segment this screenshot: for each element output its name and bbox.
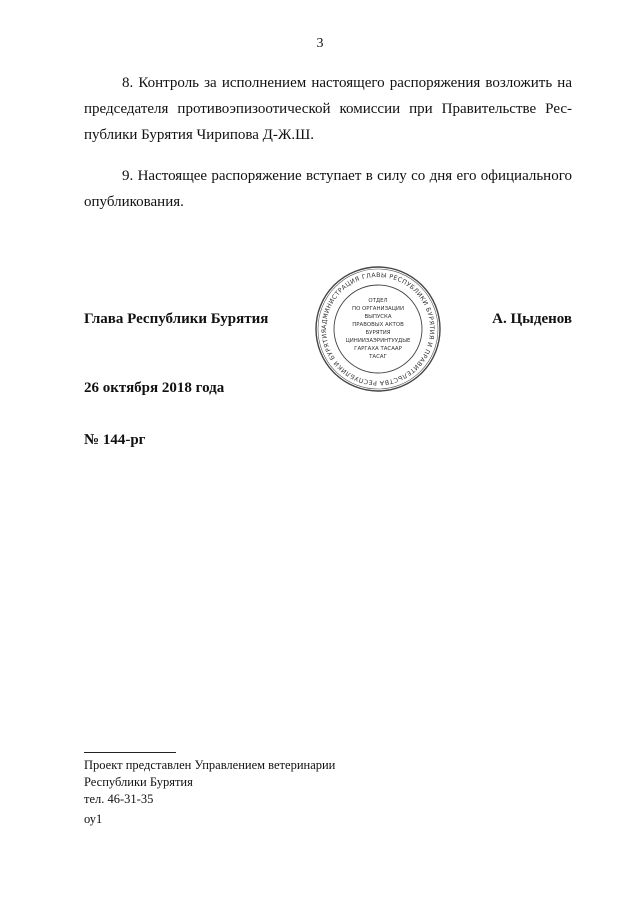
seal-line: ПРАВОВЫХ АКТОВ xyxy=(352,322,404,328)
seal-ring-text: АДМИНИСТРАЦИЯ ГЛАВЫ РЕСПУБЛИКИ БУРЯТИЯ И ПРАВИТЕЛЬСТВА РЕСПУБЛИКИ БУРЯТИЯ xyxy=(320,271,436,387)
signer-title: Глава Республики Бурятия xyxy=(84,311,269,327)
seal-line: ОТДЕЛ xyxy=(368,298,388,304)
footnote-phone: тел. 46-31-35 xyxy=(84,792,154,806)
seal-line: ГАРГАХА ТАСААР xyxy=(354,346,402,352)
footnote xyxy=(84,757,335,808)
seal-line: ВЫПУСКА xyxy=(364,314,392,320)
paragraph-8: 8. Контроль за исполнением настоящего распоряжения возложить на председателя противоэпизоотической комиссии при Правительстве Рес-публики Бурятия Чирипова Д-Ж.Ш. xyxy=(84,75,572,143)
footnote-line: Проект представлен Управлением ветеринарии xyxy=(84,758,336,772)
official-seal xyxy=(313,264,443,394)
footnote-line: Республики Бурятия xyxy=(84,775,193,789)
document-number: № 144-рг xyxy=(84,432,146,448)
seal-line: ЦИНИИЗАЭРИНТУУДЫЕ xyxy=(345,338,411,344)
svg-text:АДМИНИСТРАЦИЯ ГЛАВЫ РЕСПУБЛИКИ xyxy=(321,272,435,386)
document-code: оу1 xyxy=(84,812,103,826)
document-date: 26 октября 2018 года xyxy=(84,380,225,396)
page-number: 3 xyxy=(316,36,324,51)
seal-line: ПО ОРГАНИЗАЦИИ xyxy=(352,306,404,312)
seal-line: БУРЯТИЯ xyxy=(365,330,391,336)
paragraph-9: 9. Настоящее распоряжение вступает в силу со дня его официального опубликования. xyxy=(84,168,572,210)
footnote-divider xyxy=(84,752,176,753)
seal-line: ТАСАГ xyxy=(369,354,387,360)
signer-name: А. Цыденов xyxy=(492,311,572,327)
